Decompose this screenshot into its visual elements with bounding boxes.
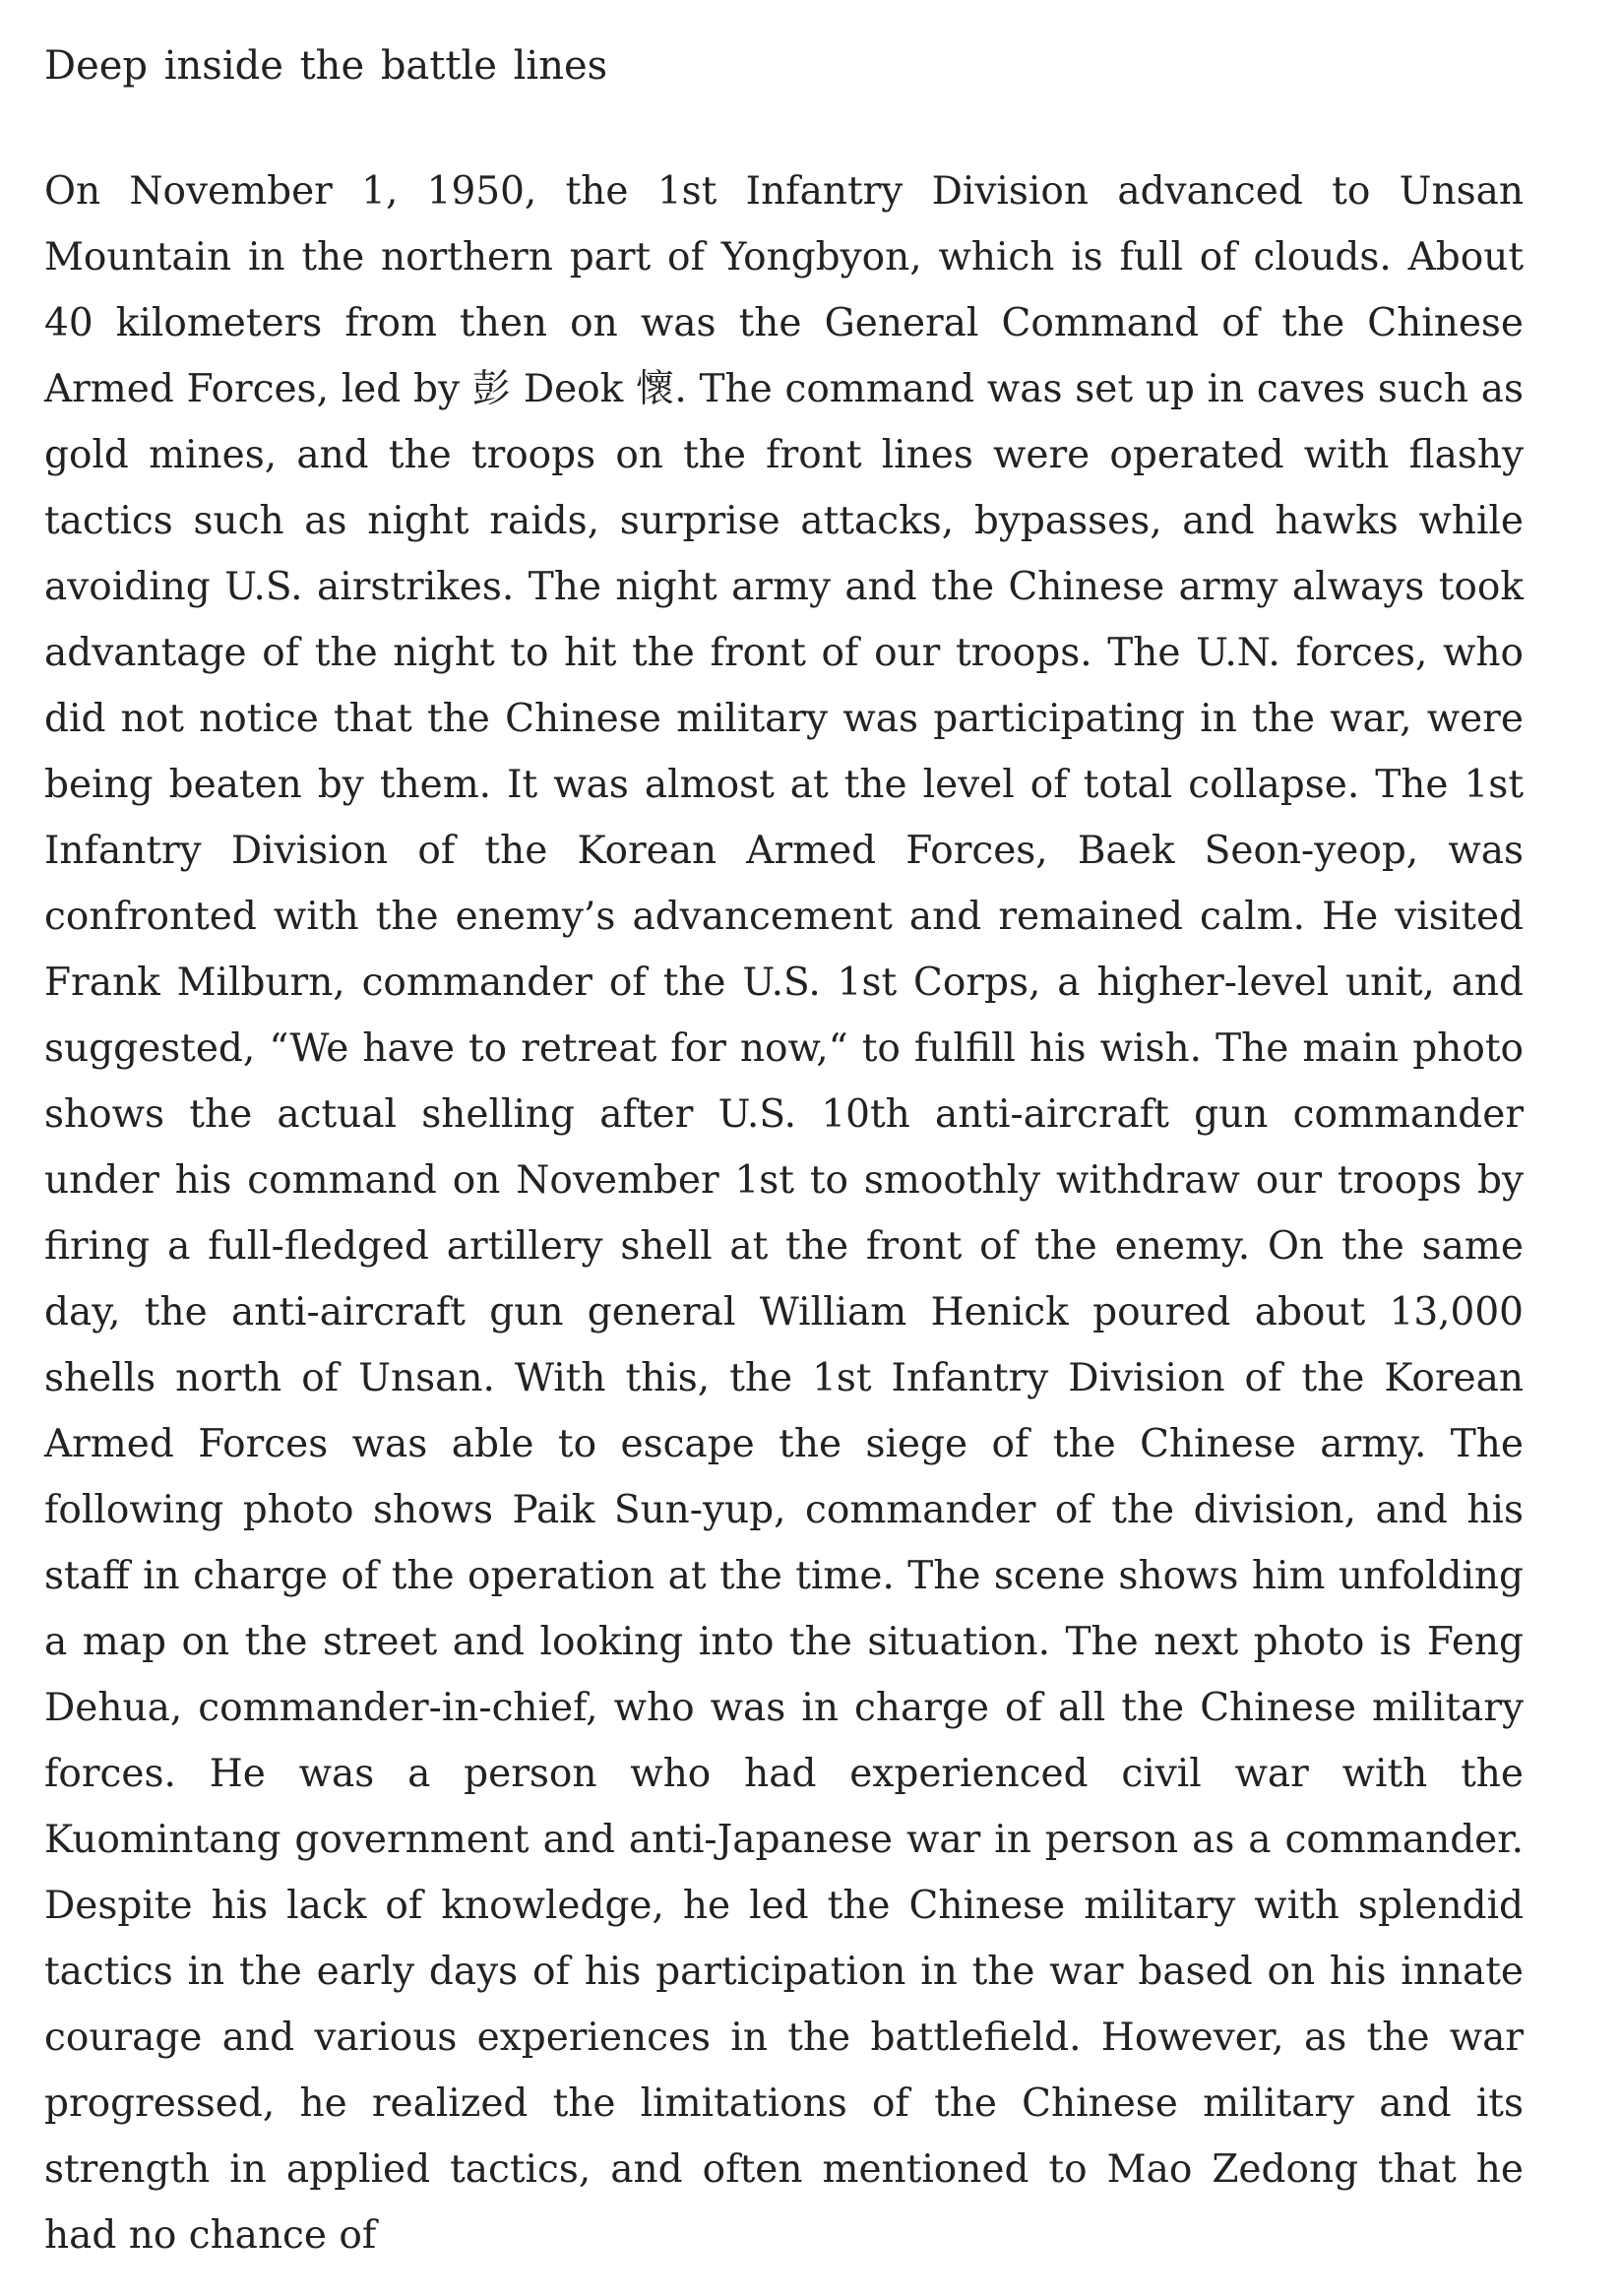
document-title: Deep inside the battle lines <box>44 43 608 89</box>
document-page <box>44 28 1524 2268</box>
document-body-paragraph: On November 1, 1950, the 1st Infantry Division advanced to Unsan Mountain in the northern part of Yongbyon, which is full of clouds. About 40 kilometers from then on was the General Command of the Chinese Armed Forces, led by 彭 Deok 懷. The command was set up in caves such as gold mines, and the troops on the front lines were operated with flashy tactics such as night raids, surprise attacks, bypasses, and hawks while avoiding U.S. airstrikes. The night army and the Chinese army always took advantage of the night to hit the front of our troops. The U.N. forces, who did not notice that the Chinese military was participating in the war, were being beaten by them. It was almost at the level of total collapse. The 1st Infantry Division of the Korean Armed Forces, Baek Seon-yeop, was confronted with the enemy’s advancement and remained calm. He visited Frank Milburn, commander of the U.S. 1st Corps, a higher-level unit, and suggested, “We have to retreat for now,“ to fulfill his wish. The main photo shows the actual shelling after U.S. 10th anti-aircraft gun commander under his command on November 1st to smoothly withdraw our troops by firing a full-fledged artillery shell at the front of the enemy. On the same day, the anti-aircraft gun general William Henick poured about 13,000 shells north of Unsan. With this, the 1st Infantry Division of the Korean Armed Forces was able to escape the siege of the Chinese army. The following photo shows Paik Sun-yup, commander of the division, and his staff in charge of the operation at the time. The scene shows him unfolding a map on the street and looking into the situation. The next photo is Feng Dehua, commander-in-chief, who was in charge of all the Chinese military forces. He was a person who had experienced civil war with the Kuomintang government and anti-Japanese war in person as a commander. Despite his lack of knowledge, he led the Chinese military with splendid tactics in the early days of his participation in the war based on his innate courage and various experiences in the battlefield. However, as the war progressed, he realized the limitations of the Chinese military and its strength in applied tactics, and often mentioned to Mao Zedong that he had no chance of <box>44 169 1524 2258</box>
